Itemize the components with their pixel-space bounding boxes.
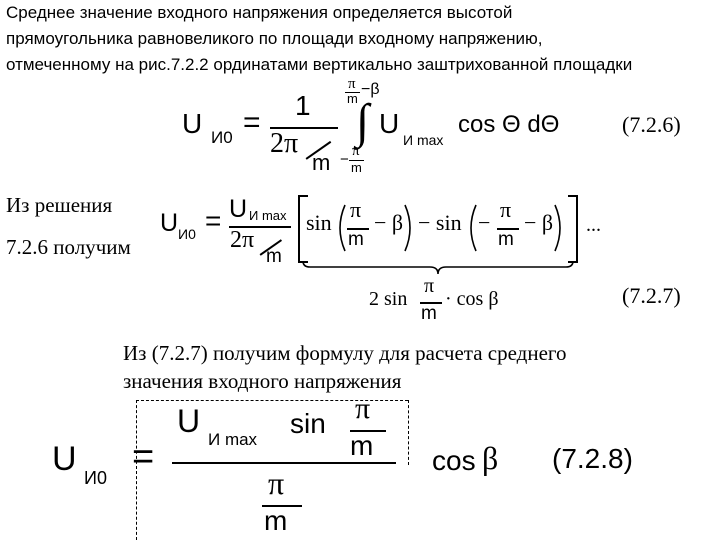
eq727-minus-2: −	[478, 210, 491, 235]
eq728-den-pi: π	[268, 465, 285, 501]
eq727-sin-1: sin	[306, 210, 332, 235]
eq728-lhs-sub: И0	[84, 468, 107, 488]
eq727-equals: =	[205, 205, 222, 236]
eq726-int-rest: cos Θ dΘ	[458, 111, 560, 138]
eq727-f1-den: m	[348, 229, 364, 250]
eq727-brace-cos: · cos β	[445, 288, 499, 310]
eq727-f1-num: π	[350, 197, 362, 222]
eq727-brace-pi: π	[424, 275, 435, 297]
intro-line-1: Среднее значение входного напряжения определяется высотой	[6, 3, 513, 22]
eq726-lower-m: m	[351, 160, 362, 175]
eq727-lhs-sub: И0	[178, 226, 196, 242]
eq727-minus-beta-2: − β	[524, 210, 554, 235]
eq727-minus-sin: − sin	[418, 210, 462, 235]
eq727-paren-close-1	[403, 203, 417, 253]
eq726-upper-rest: −β	[361, 81, 380, 98]
eq727-paren-open-2	[464, 203, 478, 253]
eq727-den-m: m	[266, 246, 282, 267]
solve-line-1: Из решения	[6, 193, 113, 217]
eq728-beta: β	[482, 440, 499, 476]
from727-line-1: Из (7.2.7) получим формулу для расчета среднего	[123, 341, 567, 365]
eq727-num-sub: И max	[249, 208, 287, 223]
eq727-lhs-u: U	[160, 209, 179, 237]
eq728-lhs-u: U	[52, 440, 77, 478]
eq728-num-m: m	[350, 430, 374, 461]
eq727-den-2pi: 2π	[230, 227, 255, 253]
eq728-cos: cos	[432, 445, 476, 476]
intro-line-2: прямоугольника равновеликого по площади входному напряжению,	[6, 29, 543, 48]
eq728-num-sub: И max	[208, 430, 258, 449]
eq726-den-2pi: 2π	[270, 128, 299, 159]
eq726-lower-minus: −	[340, 151, 349, 168]
eq726-int-sub: И max	[403, 132, 444, 148]
from727-line-2: значения входного напряжения	[123, 369, 402, 393]
eq726-equals: =	[243, 106, 261, 139]
eq727-num-u: U	[229, 195, 248, 223]
eq726-numerator: 1	[295, 90, 311, 121]
eq726-int-u: U	[379, 108, 400, 139]
eq728-num-sin: sin	[290, 408, 326, 439]
eq726-upper-m: m	[347, 91, 358, 106]
eq726-label: (7.2.6)	[622, 112, 681, 137]
eq727-right-bracket	[568, 195, 578, 263]
eq728-num-pi: π	[355, 392, 371, 425]
eq726-integral-sign: ∫	[356, 95, 370, 148]
eq727-paren-close-2	[553, 203, 567, 253]
eq727-brace-2sin: 2 sin	[369, 288, 408, 310]
eq728-den-m: m	[264, 505, 288, 536]
eq726-den-m: m	[312, 150, 331, 175]
eq726-lower-pi: π	[352, 143, 360, 159]
intro-line-3: отмеченному на рис.7.2.2 ординатами вертикально заштрихованной площадки	[6, 55, 633, 74]
eq726-upper-pi: π	[348, 76, 356, 92]
eq726-lhs-sub: И0	[211, 128, 233, 147]
eq728-num-u: U	[177, 403, 201, 439]
eq728-dashed-right	[408, 400, 409, 465]
eq727-brace-m: m	[421, 303, 437, 324]
eq727-minus-beta-1: − β	[374, 210, 404, 235]
eq727-f2-num: π	[500, 197, 512, 222]
eq727-ellipsis: ...	[586, 214, 601, 236]
eq727-label: (7.2.7)	[622, 283, 681, 308]
eq726-lhs-u: U	[182, 108, 203, 139]
eq727-f2-den: m	[498, 229, 514, 250]
eq728-fraction-bar	[172, 462, 396, 464]
eq727-underbrace	[302, 260, 574, 276]
eq728-equals: =	[132, 436, 155, 478]
eq728-label: (7.2.8)	[552, 443, 633, 474]
solve-line-2: 7.2.6 получим	[6, 235, 131, 259]
eq727-paren-open-1	[333, 203, 347, 253]
